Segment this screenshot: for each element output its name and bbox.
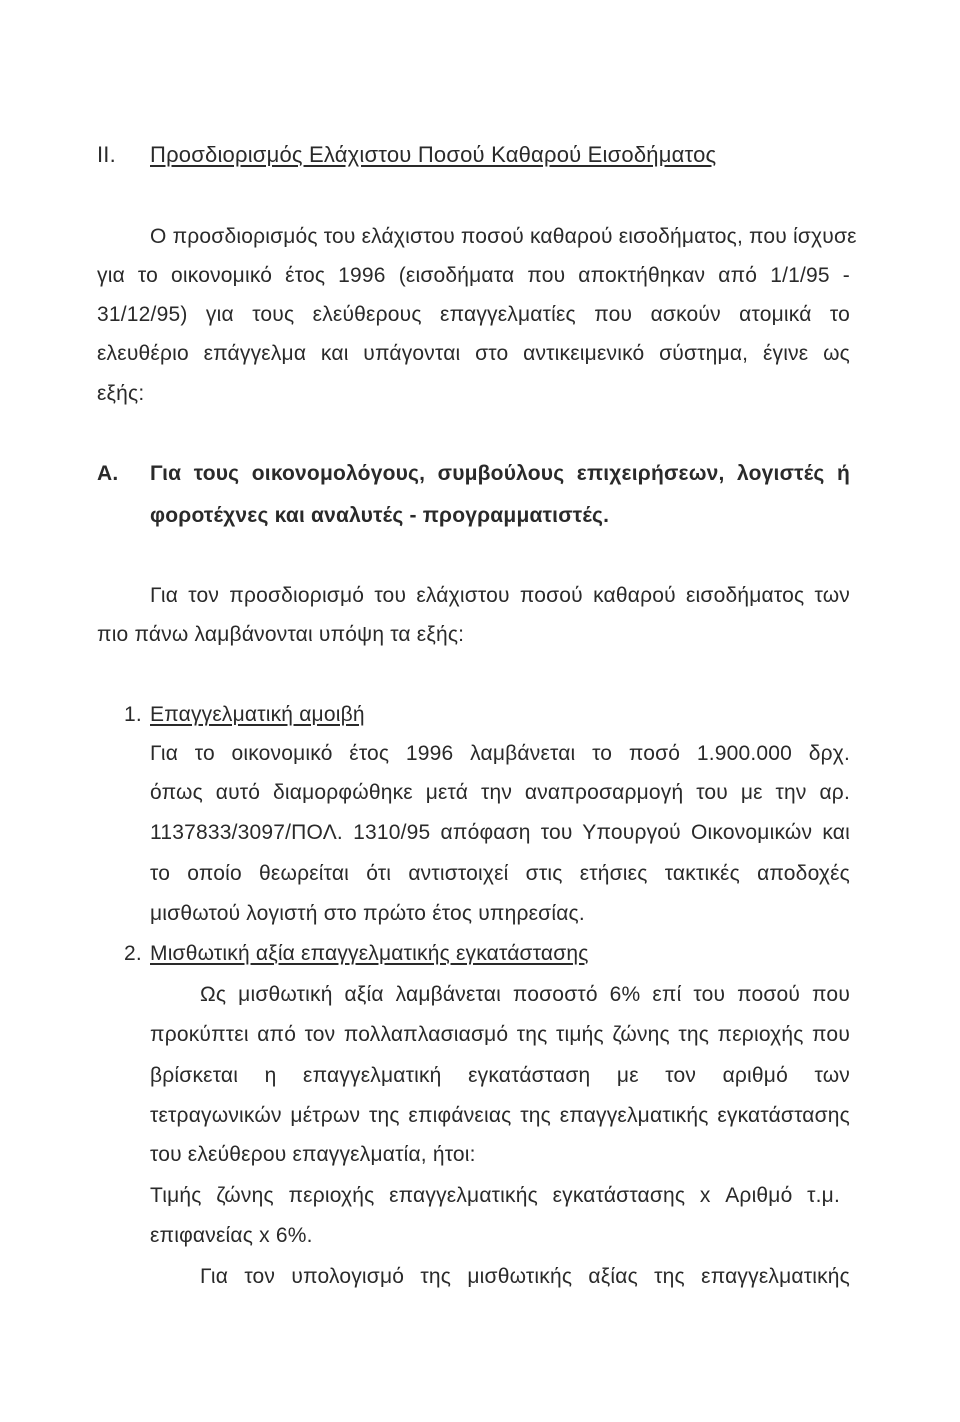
item-1-line-5: μισθωτού λογιστή στο πρώτο έτος υπηρεσίας.	[150, 902, 585, 925]
intro-line-1: Ο προσδιορισμός του ελάχιστου ποσού καθαρού εισοδήματος, που ίσχυσε	[150, 225, 857, 248]
item-2-line-8: Για τον υπολογισμό της μισθωτικής αξίας της επαγγελματικής	[200, 1265, 850, 1288]
item-1-title: Επαγγελματική αμοιβή	[150, 703, 365, 726]
intro-line-5: εξής:	[97, 382, 145, 405]
item-1-line-1: Για το οικονομικό έτος 1996 λαμβάνεται το ποσό 1.900.000 δρχ.	[150, 742, 850, 765]
item-2-number: 2.	[124, 942, 142, 965]
item-2-line-1: Ως μισθωτική αξία λαμβάνεται ποσοστό 6% επί του ποσού που	[200, 983, 850, 1006]
intro-line-4: ελευθέριο επάγγελμα και υπάγονται στο αντικειμενικό σύστημα, έγινε ως	[97, 342, 850, 365]
item-1-number: 1.	[124, 703, 142, 726]
para-a-line-2: πιο πάνω λαμβάνονται υπόψη τα εξής:	[97, 623, 465, 646]
item-1-line-3: 1137833/3097/ΠΟΛ. 1310/95 απόφαση του Υπουργού Οικονομικών και	[150, 821, 850, 844]
item-1-line-2: όπως αυτό διαμορφώθηκε μετά την αναπροσαρμογή του με την αρ.	[150, 781, 850, 804]
item-2-line-2: προκύπτει από τον πολλαπλασιασμό της τιμής ζώνης της περιοχής που	[150, 1023, 850, 1046]
intro-line-3: 31/12/95) για τους ελεύθερους επαγγελματίες που ασκούν ατομικά το	[97, 303, 850, 326]
intro-line-2: για το οικονομικό έτος 1996 (εισοδήματα που αποκτήθηκαν από 1/1/95 -	[97, 264, 850, 287]
item-2-line-4: τετραγωνικών μέτρων της επιφάνειας της επαγγελματικής εγκατάστασης	[150, 1104, 850, 1127]
item-2-title: Μισθωτική αξία επαγγελματικής εγκατάστασης	[150, 942, 589, 965]
subsection-a-title-line-1: Για τους οικονομολόγους, συμβούλους επιχειρήσεων, λογιστές ή	[150, 462, 850, 485]
section-title: Προσδιορισμός Ελάχιστου Ποσού Καθαρού Εισοδήματος	[150, 142, 717, 167]
item-2-line-3: βρίσκεται η επαγγελματική εγκατάσταση με τον αριθμό των	[150, 1064, 850, 1087]
item-1-line-4: το οποίο θεωρείται ότι αντιστοιχεί στις ετήσιες τακτικές αποδοχές	[150, 862, 850, 885]
section-number: II.	[97, 142, 116, 167]
subsection-a-title-line-2: φοροτέχνες και αναλυτές - προγραμματιστές.	[150, 504, 610, 527]
item-2-line-7: επιφανείας x 6%.	[150, 1224, 313, 1247]
subsection-a-letter: Α.	[97, 462, 119, 485]
item-2-line-6: Τιμής ζώνης περιοχής επαγγελματικής εγκατάστασης x Αριθμό τ.μ.	[150, 1184, 840, 1207]
para-a-line-1: Για τον προσδιορισμό του ελάχιστου ποσού καθαρού εισοδήματος των	[150, 584, 850, 607]
item-2-line-5: του ελεύθερου επαγγελματία, ήτοι:	[150, 1143, 476, 1166]
